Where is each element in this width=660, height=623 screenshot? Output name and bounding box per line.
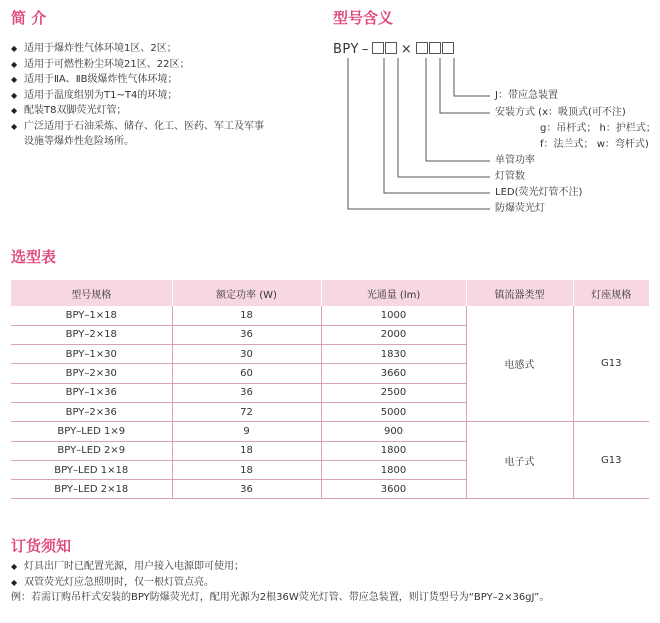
- cell-model: BPY–2×36: [11, 402, 172, 421]
- cell-power: 18: [172, 460, 321, 479]
- selection-title: 选型表: [11, 248, 57, 266]
- header-ballast: 镇流器类型: [466, 280, 573, 306]
- ann-explosion-proof: 防爆荧光灯: [495, 203, 545, 214]
- order-example: 例：若需订购吊杆式安装的BPY防爆荧光灯，配用光源为2根36W荧光灯管、带应急装置，则订货型号为“BPY–2×36gJ”。: [11, 592, 550, 603]
- line-install: [440, 58, 490, 113]
- model-dash: –: [361, 42, 369, 57]
- intro-item: ◆ 适用于温度组别为T1~T4的环境；: [11, 88, 264, 104]
- cell-model: BPY–LED 1×18: [11, 460, 172, 479]
- cell-lumen: 2500: [321, 383, 466, 402]
- cell-lumen: 1830: [321, 345, 466, 364]
- cell-lumen: 1800: [321, 460, 466, 479]
- order-item: ◆ 双管荧光灯应急照明时，仅一根灯管点亮。: [11, 575, 549, 591]
- intro-item: ◆ 适用于爆炸性气体环境1区、2区；: [11, 41, 264, 57]
- cell-power: 18: [172, 441, 321, 460]
- cell-ballast: 电感式: [466, 306, 573, 422]
- model-title: 型号含义: [333, 9, 394, 27]
- cell-model: BPY–1×30: [11, 345, 172, 364]
- cell-socket: G13: [573, 306, 649, 422]
- cell-lumen: 2000: [321, 325, 466, 344]
- ann-install-1: 安装方式 (x：吸顶式(可不注): [495, 107, 626, 118]
- selection-table: [11, 280, 649, 499]
- header-socket: 灯座规格: [573, 280, 649, 306]
- ann-emergency: J：带应急装置: [495, 90, 558, 101]
- cell-model: BPY–1×18: [11, 306, 172, 325]
- cell-lumen: 5000: [321, 402, 466, 421]
- order-title: 订货须知: [11, 537, 72, 555]
- header-lumen: 光通量 (lm): [321, 280, 466, 306]
- cell-power: 60: [172, 364, 321, 383]
- ann-power: 单管功率: [495, 155, 535, 166]
- model-prefix: BPY: [333, 42, 359, 57]
- cell-power: 72: [172, 402, 321, 421]
- order-list: [11, 559, 549, 606]
- intro-title: 简 介: [11, 9, 47, 27]
- cell-power: 30: [172, 345, 321, 364]
- line-explosion-proof: [348, 58, 490, 209]
- ann-install-2: g：吊杆式； h：护栏式；: [540, 123, 656, 134]
- order-item: ◆ 灯具出厂时已配置光源，用户接入电源即可使用；: [11, 559, 549, 575]
- line-power: [426, 58, 490, 161]
- cell-lumen: 1800: [321, 441, 466, 460]
- table-header-row: [11, 280, 649, 306]
- ann-led: LED(荧光灯管不注): [495, 187, 583, 198]
- intro-item: ◆ 配装T8双脚荧光灯管；: [11, 103, 264, 119]
- cell-ballast: 电子式: [466, 422, 573, 499]
- cell-model: BPY–LED 1×9: [11, 422, 172, 441]
- ann-install-3: f：法兰式； w：弯杆式): [540, 139, 649, 150]
- cell-power: 36: [172, 480, 321, 499]
- table-row: [11, 306, 649, 325]
- model-times: ×: [400, 42, 413, 57]
- cell-lumen: 1000: [321, 306, 466, 325]
- header-model: 型号规格: [11, 280, 172, 306]
- cell-model: BPY–LED 2×18: [11, 480, 172, 499]
- cell-lumen: 3660: [321, 364, 466, 383]
- intro-item: ◆ 适用于可燃性粉尘环境21区、22区；: [11, 57, 264, 73]
- cell-model: BPY–2×18: [11, 325, 172, 344]
- cell-socket: G13: [573, 422, 649, 499]
- intro-item: ◆ 广泛适用于石油采炼、储存、化工、医药、军工及军事: [11, 119, 264, 135]
- intro-item-continuation: 设施等爆炸性危险场所。: [24, 136, 134, 147]
- table-row: [11, 422, 649, 441]
- cell-lumen: 900: [321, 422, 466, 441]
- cell-power: 36: [172, 325, 321, 344]
- cell-power: 18: [172, 306, 321, 325]
- ann-tubes: 灯管数: [495, 171, 525, 182]
- cell-model: BPY–1×36: [11, 383, 172, 402]
- header-power: 额定功率 (W): [172, 280, 321, 306]
- cell-power: 9: [172, 422, 321, 441]
- intro-item: ◆ 适用于ⅡA、ⅡB级爆炸性气体环境；: [11, 72, 264, 88]
- line-led: [384, 58, 490, 193]
- cell-model: BPY–2×30: [11, 364, 172, 383]
- line-emergency: [454, 58, 490, 96]
- cell-lumen: 3600: [321, 480, 466, 499]
- cell-power: 36: [172, 383, 321, 402]
- cell-model: BPY–LED 2×9: [11, 441, 172, 460]
- line-tubes: [398, 58, 490, 177]
